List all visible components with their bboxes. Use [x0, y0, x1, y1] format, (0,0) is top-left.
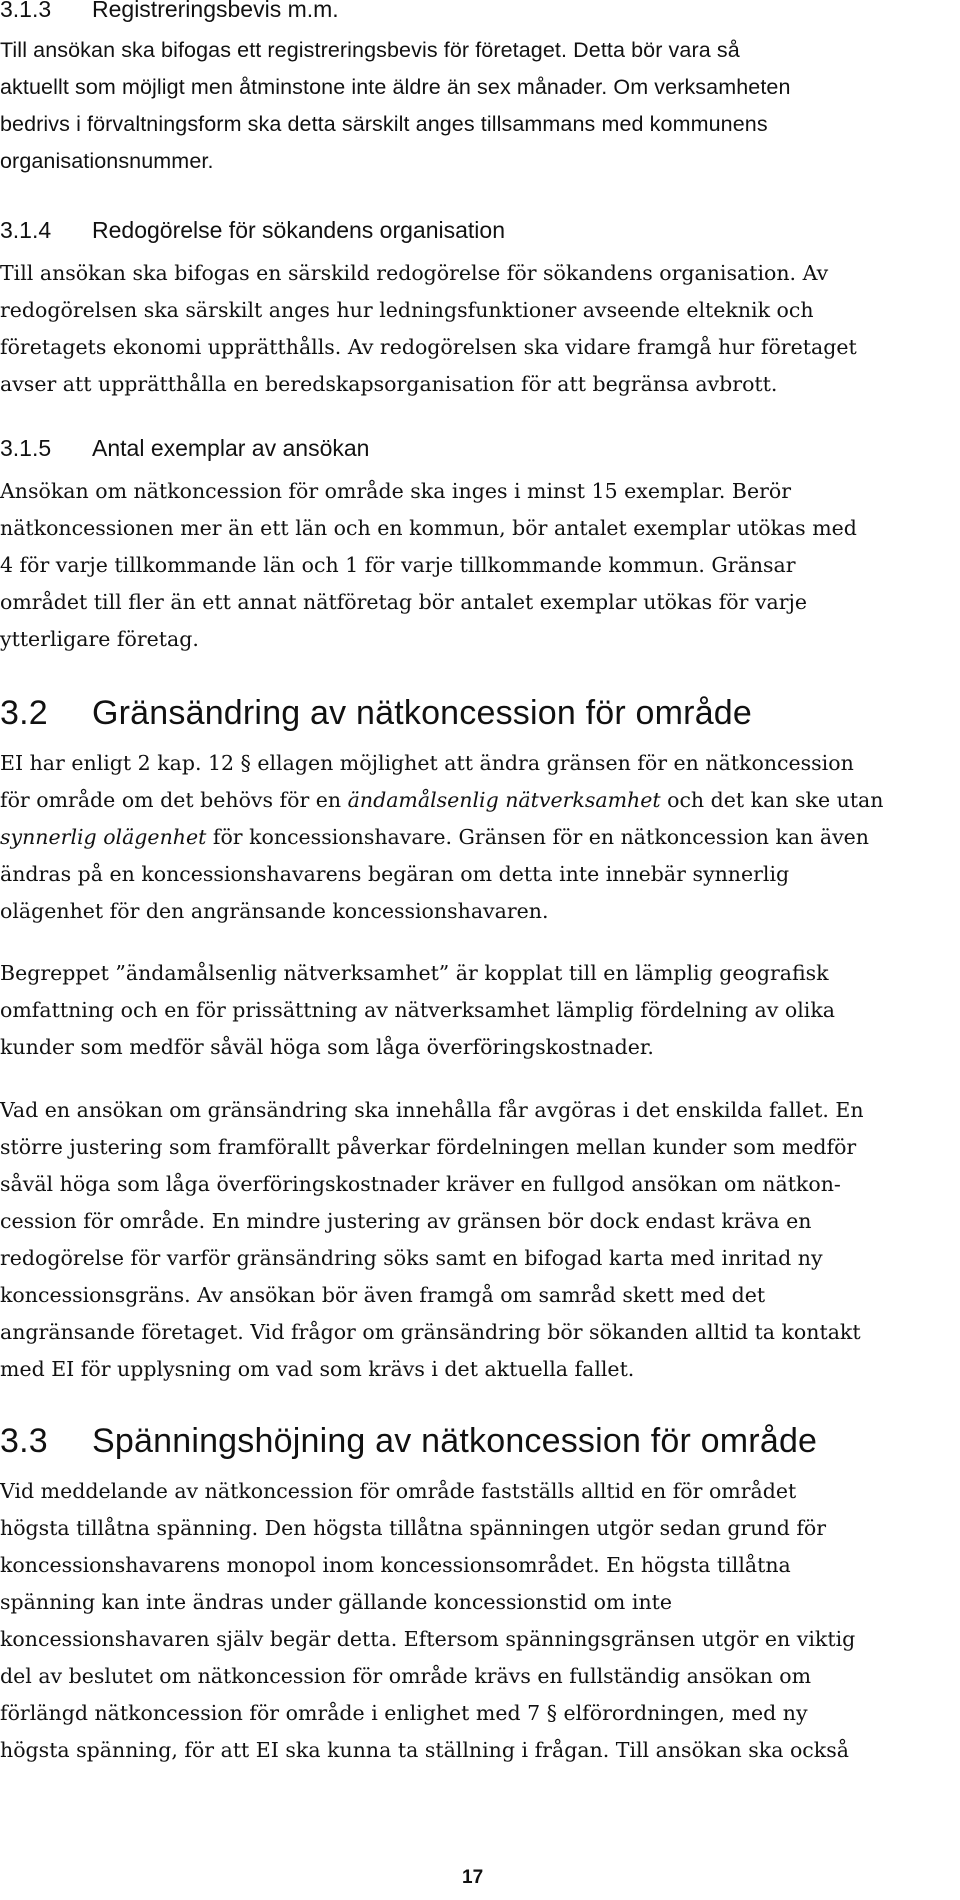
text-run: och det kan ske utan [660, 788, 884, 812]
text-line: angränsande företaget. Vid frågor om gränsändring bör sökanden alltid ta kontakt [0, 1320, 861, 1344]
paragraph-3-2-application [0, 1092, 945, 1388]
text-line: koncessionshavaren själv begär detta. Eftersom spänningsgränsen utgör en viktig [0, 1627, 856, 1651]
text-line: omfattning och en för prissättning av nätverksamhet lämplig fördelning av olika [0, 998, 835, 1022]
text-line: högsta tillåtna spänning. Den högsta tillåtna spänningen utgör sedan grund för [0, 1516, 827, 1540]
heading-number: 3.3 [0, 1422, 48, 1460]
heading-title: Gränsändring av nätkoncession för område [92, 694, 753, 732]
text-line: området till fler än ett annat nätföretag bör antalet exemplar utökas för varje [0, 590, 808, 614]
text-line: Begreppet ”ändamålsenlig nätverksamhet” är kopplat till en lämplig geografisk [0, 961, 829, 985]
text-line: aktuellt som möjligt men åtminstone inte äldre än sex månader. Om verksamheten [0, 75, 791, 99]
heading-number: 3.1.4 [0, 217, 52, 243]
heading-number: 3.1.5 [0, 435, 52, 461]
heading-3-2 [0, 692, 752, 734]
heading-title: Antal exemplar av ansökan [92, 435, 370, 461]
text-line: redogörelse för varför gränsändring söks samt en bifogad karta med inritad ny [0, 1246, 823, 1270]
text-line: ytterligare företag. [0, 627, 199, 651]
heading-title: Registreringsbevis m.m. [92, 0, 339, 22]
text-line [0, 819, 945, 856]
paragraph-3-1-3 [0, 32, 945, 180]
paragraph-3-2-definition [0, 955, 945, 1066]
text-line: med EI för upplysning om vad som krävs i det aktuella fallet. [0, 1357, 635, 1381]
paragraph-3-1-4 [0, 255, 945, 403]
text-line: nätkoncessionen mer än ett län och en kommun, bör antalet exemplar utökas med [0, 516, 857, 540]
text-line: 4 för varje tillkommande län och 1 för varje tillkommande kommun. Gränsar [0, 553, 796, 577]
text-line: avser att upprätthålla en beredskapsorganisation för att begränsa avbrott. [0, 372, 778, 396]
text-line: såväl höga som låga överföringskostnader kräver en fullgod ansökan om nätkon- [0, 1172, 841, 1196]
text-line: Vid meddelande av nätkoncession för område fastställs alltid en för området [0, 1479, 797, 1503]
heading-number: 3.2 [0, 694, 48, 732]
paragraph-3-2-intro [0, 745, 945, 930]
text-line: förlängd nätkoncession för område i enlighet med 7 § elförordningen, med ny [0, 1701, 808, 1725]
text-line: Ansökan om nätkoncession för område ska inges i minst 15 exemplar. Berör [0, 479, 792, 503]
paragraph-3-3 [0, 1473, 945, 1769]
text-line: Till ansökan ska bifogas en särskild redogörelse för sökandens organisation. Av [0, 261, 829, 285]
text-line: större justering som framförallt påverkar fördelningen mellan kunder som medför [0, 1135, 857, 1159]
text-line: spänning kan inte ändras under gällande koncessionstid om inte [0, 1590, 673, 1614]
paragraph-3-1-5 [0, 473, 945, 658]
text-line: koncessionshavarens monopol inom koncessionsområdet. En högsta tillåtna [0, 1553, 791, 1577]
heading-3-1-3 [0, 0, 339, 24]
text-line: kunder som medför såväl höga som låga överföringskostnader. [0, 1035, 654, 1059]
heading-title: Redogörelse för sökandens organisation [92, 217, 505, 243]
heading-3-3 [0, 1420, 817, 1462]
text-line: företagets ekonomi upprätthålls. Av redogörelsen ska vidare framgå hur företaget [0, 335, 857, 359]
text-run: för område om det behövs för en [0, 788, 348, 812]
text-line: cession för område. En mindre justering av gränsen bör dock endast kräva en [0, 1209, 812, 1233]
text-line [0, 782, 945, 819]
text-line: olägenhet för den angränsande koncessionshavaren. [0, 899, 549, 923]
heading-3-1-4 [0, 215, 505, 245]
italic-term: ändamålsenlig nätverksamhet [347, 788, 661, 812]
text-line: EI har enligt 2 kap. 12 § ellagen möjlighet att ändra gränsen för en nätkoncession [0, 751, 854, 775]
text-line: bedrivs i förvaltningsform ska detta särskilt anges tillsammans med kommunens [0, 112, 768, 136]
heading-title: Spänningshöjning av nätkoncession för område [92, 1422, 818, 1460]
italic-term: synnerlig olägenhet [0, 825, 207, 849]
text-run: för koncessionshavare. Gränsen för en nätkoncession kan även [206, 825, 870, 849]
text-line: Till ansökan ska bifogas ett registreringsbevis för företaget. Detta bör vara så [0, 38, 740, 62]
page-number: 17 [462, 1867, 484, 1888]
text-line: ändras på en koncessionshavarens begäran om detta inte innebär synnerlig [0, 862, 790, 886]
text-line: Vad en ansökan om gränsändring ska innehålla får avgöras i det enskilda fallet. En [0, 1098, 864, 1122]
text-line: koncessionsgräns. Av ansökan bör även framgå om samråd skett med det [0, 1283, 766, 1307]
heading-3-1-5 [0, 433, 369, 463]
heading-number: 3.1.3 [0, 0, 52, 22]
text-line: högsta spänning, för att EI ska kunna ta ställning i frågan. Till ansökan ska också [0, 1738, 849, 1762]
text-line: del av beslutet om nätkoncession för område krävs en fullständig ansökan om [0, 1664, 812, 1688]
text-line: redogörelsen ska särskilt anges hur ledningsfunktioner avseende elteknik och [0, 298, 814, 322]
text-line: organisationsnummer. [0, 149, 214, 173]
